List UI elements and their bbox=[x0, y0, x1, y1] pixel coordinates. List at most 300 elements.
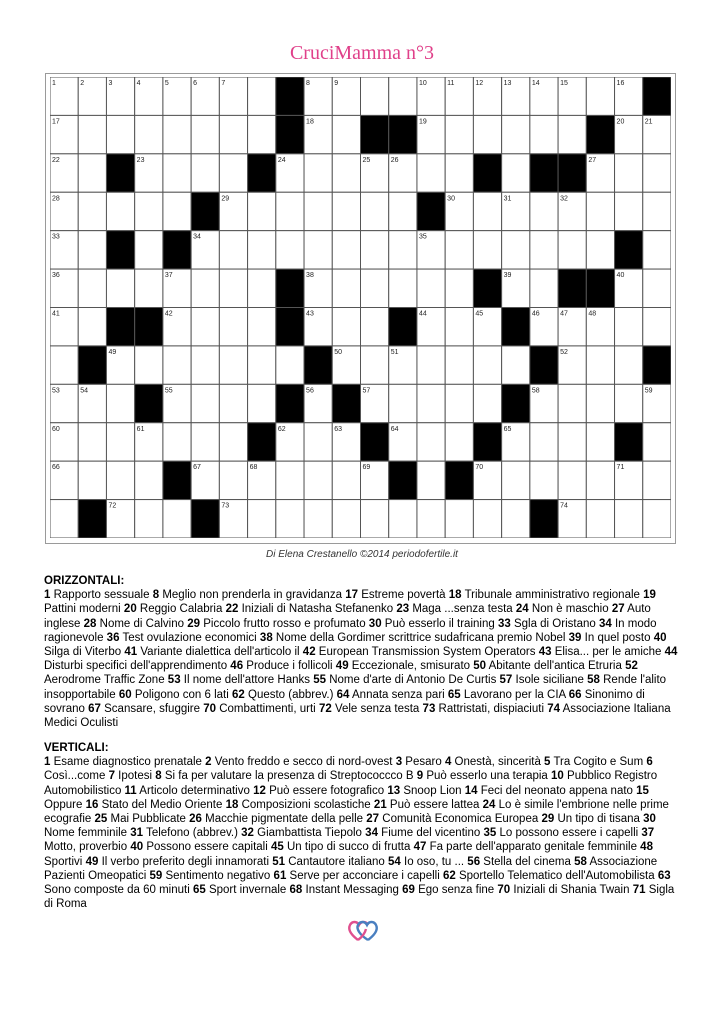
grid-cell[interactable] bbox=[530, 423, 558, 461]
grid-cell[interactable] bbox=[78, 154, 106, 192]
grid-cell[interactable] bbox=[78, 115, 106, 153]
clue-text: Rapporto sessuale bbox=[53, 589, 150, 602]
clue-number: 62 bbox=[442, 869, 456, 882]
grid-cell[interactable] bbox=[417, 154, 445, 192]
grid-cell[interactable] bbox=[304, 500, 332, 538]
cell-number: 24 bbox=[277, 156, 286, 164]
grid-cell[interactable] bbox=[502, 500, 530, 538]
clue-text: Macchie pigmentate della pelle bbox=[205, 813, 364, 826]
grid-cell[interactable] bbox=[417, 500, 445, 538]
grid-cell[interactable] bbox=[586, 423, 614, 461]
grid-cell[interactable] bbox=[361, 231, 389, 269]
clue-text: Silga di Viterbo bbox=[44, 646, 122, 659]
grid-cell[interactable] bbox=[502, 115, 530, 153]
clue-number: 51 bbox=[272, 855, 286, 868]
grid-cell[interactable] bbox=[473, 500, 501, 538]
grid-cell[interactable] bbox=[530, 461, 558, 499]
cell-number: 20 bbox=[616, 118, 625, 126]
grid-cell[interactable] bbox=[445, 154, 473, 192]
grid-cell[interactable] bbox=[78, 308, 106, 346]
cell-number: 39 bbox=[503, 272, 512, 280]
clue-number: 70 bbox=[497, 884, 511, 897]
grid-cell[interactable] bbox=[191, 269, 219, 307]
black-cell bbox=[643, 77, 671, 115]
cell-number: 22 bbox=[52, 156, 60, 164]
clue-text: Onestà, sincerità bbox=[454, 756, 541, 769]
clue-number: 30 bbox=[368, 617, 382, 630]
black-cell bbox=[135, 308, 163, 346]
cell-number: 9 bbox=[334, 80, 339, 87]
grid-cell[interactable] bbox=[219, 154, 247, 192]
grid-cell[interactable] bbox=[445, 384, 473, 422]
clue-text: Abitante dell'antica Etruria bbox=[488, 660, 622, 673]
grid-cell[interactable] bbox=[219, 308, 247, 346]
grid-cell[interactable] bbox=[586, 192, 614, 230]
grid-cell[interactable] bbox=[191, 346, 219, 384]
grid-cell[interactable] bbox=[389, 384, 417, 422]
grid-cell[interactable] bbox=[445, 115, 473, 153]
clue-text: Nome femminile bbox=[44, 827, 128, 840]
black-cell bbox=[530, 500, 558, 538]
grid-cell[interactable] bbox=[248, 231, 276, 269]
clue-number: 66 bbox=[568, 688, 582, 701]
cell-number: 26 bbox=[390, 156, 399, 164]
cell-number: 61 bbox=[136, 425, 145, 433]
grid-cell[interactable] bbox=[191, 308, 219, 346]
grid-cell[interactable] bbox=[219, 423, 247, 461]
black-cell bbox=[502, 384, 530, 422]
clue-number: 33 bbox=[497, 617, 511, 630]
clue-text: Vele senza testa bbox=[334, 702, 420, 715]
grid-cell[interactable] bbox=[332, 192, 360, 230]
black-cell bbox=[615, 231, 643, 269]
clue-number: 50 bbox=[473, 660, 487, 673]
grid-cell[interactable] bbox=[417, 423, 445, 461]
clue-number: 19 bbox=[643, 589, 656, 602]
clue-text: Piccolo frutto rosso e profumato bbox=[203, 617, 366, 630]
grid-cell[interactable] bbox=[615, 500, 643, 538]
grid-cell[interactable] bbox=[361, 346, 389, 384]
grid-cell[interactable] bbox=[530, 192, 558, 230]
clue-number: 47 bbox=[413, 841, 427, 854]
grid-cell[interactable] bbox=[248, 384, 276, 422]
grid-cell[interactable] bbox=[163, 423, 191, 461]
grid-cell[interactable] bbox=[332, 115, 360, 153]
clue-text: Fiume del vicentino bbox=[381, 827, 481, 840]
cell-number: 11 bbox=[447, 80, 455, 87]
clue-number: 63 bbox=[657, 869, 671, 882]
clue-number: 12 bbox=[253, 784, 266, 797]
clue-text: Il nome dell'attore Hanks bbox=[183, 674, 310, 687]
clue-text: In modo ragionevole bbox=[44, 617, 657, 644]
grid-cell[interactable] bbox=[163, 154, 191, 192]
grid-cell[interactable] bbox=[304, 231, 332, 269]
grid-cell[interactable] bbox=[417, 269, 445, 307]
grid-cell[interactable] bbox=[304, 461, 332, 499]
black-cell bbox=[445, 461, 473, 499]
grid-cell[interactable] bbox=[332, 231, 360, 269]
clue-number: 21 bbox=[373, 798, 387, 811]
grid-cell[interactable] bbox=[135, 231, 163, 269]
grid-cell[interactable] bbox=[558, 461, 586, 499]
grid-cell[interactable] bbox=[50, 500, 78, 538]
grid-cell[interactable] bbox=[163, 500, 191, 538]
clue-number: 8 bbox=[155, 770, 162, 783]
clue-number: 18 bbox=[225, 798, 239, 811]
clue-number: 56 bbox=[467, 855, 481, 868]
grid-cell[interactable] bbox=[78, 461, 106, 499]
grid-cell[interactable] bbox=[135, 461, 163, 499]
cell-number: 59 bbox=[644, 387, 653, 395]
grid-cell[interactable] bbox=[389, 192, 417, 230]
grid-cell[interactable] bbox=[361, 269, 389, 307]
clue-number: 64 bbox=[336, 688, 350, 701]
grid-cell[interactable] bbox=[332, 461, 360, 499]
grid-cell[interactable] bbox=[530, 115, 558, 153]
grid-cell[interactable] bbox=[417, 461, 445, 499]
grid-cell[interactable] bbox=[332, 154, 360, 192]
clue-text: Telefono (abbrev.) bbox=[146, 827, 238, 840]
cell-number: 41 bbox=[52, 310, 60, 318]
clue-number: 39 bbox=[568, 631, 582, 644]
grid-cell[interactable] bbox=[586, 231, 614, 269]
clue-text: Fa parte dell'apparato genitale femminile bbox=[429, 841, 637, 854]
clue-text: Sportivi bbox=[44, 855, 83, 868]
clue-number: 55 bbox=[313, 674, 326, 687]
grid-cell[interactable] bbox=[643, 308, 671, 346]
cell-number: 5 bbox=[164, 80, 169, 87]
grid-cell[interactable] bbox=[586, 346, 614, 384]
grid-cell[interactable] bbox=[106, 423, 134, 461]
grid-cell[interactable] bbox=[219, 346, 247, 384]
cell-number: 27 bbox=[588, 156, 597, 164]
grid-cell[interactable] bbox=[191, 115, 219, 153]
grid-cell[interactable] bbox=[445, 308, 473, 346]
grid-cell[interactable] bbox=[78, 423, 106, 461]
grid-cell[interactable] bbox=[191, 384, 219, 422]
clue-number: 53 bbox=[167, 674, 181, 687]
clue-text: Sport invernale bbox=[208, 884, 287, 897]
black-cell bbox=[586, 269, 614, 307]
clue-text: Rattristati, dispiaciuti bbox=[438, 702, 545, 715]
black-cell bbox=[276, 77, 304, 115]
cell-number: 23 bbox=[136, 156, 145, 164]
clue-text: Stella del cinema bbox=[483, 855, 571, 868]
grid-cell[interactable] bbox=[78, 269, 106, 307]
cell-number: 32 bbox=[560, 195, 568, 203]
clue-text: Comunità Economica Europea bbox=[382, 813, 539, 826]
grid-cell[interactable] bbox=[586, 500, 614, 538]
clue-text: Sono composte da 60 minuti bbox=[44, 884, 190, 897]
grid-cell[interactable] bbox=[586, 77, 614, 115]
clue-text: Maga ...senza testa bbox=[412, 603, 513, 616]
grid-cell[interactable] bbox=[417, 346, 445, 384]
grid-cell[interactable] bbox=[248, 115, 276, 153]
grid-cell[interactable] bbox=[78, 231, 106, 269]
grid-cell[interactable] bbox=[135, 500, 163, 538]
cell-number: 54 bbox=[80, 387, 89, 395]
grid-cell[interactable] bbox=[219, 231, 247, 269]
clue-text: Questo (abbrev.) bbox=[248, 688, 334, 701]
cell-number: 55 bbox=[164, 387, 173, 395]
grid-cell[interactable] bbox=[643, 154, 671, 192]
grid-cell[interactable] bbox=[219, 461, 247, 499]
grid-cell[interactable] bbox=[276, 231, 304, 269]
grid-cell[interactable] bbox=[473, 384, 501, 422]
clue-number: 42 bbox=[302, 646, 316, 659]
clue-number: 29 bbox=[541, 813, 555, 826]
clue-text: Feci del neonato appena nato bbox=[480, 784, 633, 797]
black-cell bbox=[643, 346, 671, 384]
grid-cell[interactable] bbox=[530, 269, 558, 307]
black-cell bbox=[191, 500, 219, 538]
clue-number: 1 bbox=[44, 756, 51, 769]
black-cell bbox=[473, 423, 501, 461]
grid-cell[interactable] bbox=[445, 423, 473, 461]
cell-number: 15 bbox=[560, 80, 568, 87]
grid-cell[interactable] bbox=[473, 115, 501, 153]
grid-cell[interactable] bbox=[445, 500, 473, 538]
clue-text: Pubblico Registro Automobilistico bbox=[44, 770, 658, 797]
grid-cell[interactable] bbox=[389, 77, 417, 115]
clue-number: 65 bbox=[447, 688, 461, 701]
clue-text: Lavorano per la CIA bbox=[463, 688, 566, 701]
cell-number: 56 bbox=[306, 387, 314, 395]
clue-number: 29 bbox=[187, 617, 201, 630]
grid-cell[interactable] bbox=[248, 269, 276, 307]
grid-cell[interactable] bbox=[643, 269, 671, 307]
black-cell bbox=[248, 154, 276, 192]
black-cell bbox=[304, 346, 332, 384]
clue-text: Instant Messaging bbox=[305, 884, 399, 897]
grid-cell[interactable] bbox=[389, 269, 417, 307]
grid-cell[interactable] bbox=[248, 308, 276, 346]
clue-text: Oppure bbox=[44, 798, 83, 811]
clue-number: 40 bbox=[653, 631, 667, 644]
clue-text: Pesaro bbox=[405, 756, 442, 769]
grid-cell[interactable] bbox=[163, 115, 191, 153]
grid-cell[interactable] bbox=[106, 384, 134, 422]
clue-text: Composizioni scolastiche bbox=[241, 798, 371, 811]
grid-cell[interactable] bbox=[445, 269, 473, 307]
cell-number: 8 bbox=[306, 80, 310, 87]
cell-number: 33 bbox=[52, 233, 60, 241]
cell-number: 43 bbox=[306, 310, 314, 318]
grid-cell[interactable] bbox=[248, 77, 276, 115]
grid-cell[interactable] bbox=[615, 308, 643, 346]
clue-text: Stato del Medio Oriente bbox=[101, 798, 223, 811]
clue-text: Può esserlo il training bbox=[384, 617, 495, 630]
black-cell bbox=[106, 231, 134, 269]
grid-cell[interactable] bbox=[304, 423, 332, 461]
clue-number: 20 bbox=[123, 603, 137, 616]
grid-cell[interactable] bbox=[191, 154, 219, 192]
grid-cell[interactable] bbox=[276, 500, 304, 538]
grid-cell[interactable] bbox=[615, 154, 643, 192]
grid-cell[interactable] bbox=[106, 115, 134, 153]
grid-cell[interactable] bbox=[163, 192, 191, 230]
grid-cell[interactable] bbox=[643, 192, 671, 230]
clue-text: Variante dialettica dell'articolo il bbox=[140, 646, 300, 659]
grid-cell[interactable] bbox=[276, 192, 304, 230]
crossword-grid[interactable] bbox=[50, 77, 671, 538]
clue-number: 43 bbox=[538, 646, 552, 659]
clue-number: 1 bbox=[44, 589, 51, 602]
clue-text: Motto, proverbio bbox=[44, 841, 128, 854]
grid-cell[interactable] bbox=[332, 269, 360, 307]
grid-cell[interactable] bbox=[78, 192, 106, 230]
grid-cell[interactable] bbox=[248, 192, 276, 230]
black-cell bbox=[78, 500, 106, 538]
page-title: CruciMamma n°3 bbox=[289, 42, 435, 64]
clue-number: 26 bbox=[189, 813, 202, 826]
clue-text: Eccezionale, smisurato bbox=[351, 660, 471, 673]
grid-cell[interactable] bbox=[135, 346, 163, 384]
grid-cell[interactable] bbox=[502, 154, 530, 192]
grid-cell[interactable] bbox=[502, 231, 530, 269]
cell-number: 36 bbox=[52, 272, 60, 280]
grid-cell[interactable] bbox=[304, 192, 332, 230]
grid-cell[interactable] bbox=[643, 461, 671, 499]
cell-number: 31 bbox=[503, 195, 512, 203]
cell-number: 12 bbox=[475, 80, 484, 87]
grid-cell[interactable] bbox=[332, 500, 360, 538]
grid-cell[interactable] bbox=[615, 192, 643, 230]
clue-number: 27 bbox=[366, 813, 380, 826]
grid-cell[interactable] bbox=[135, 269, 163, 307]
black-cell bbox=[191, 192, 219, 230]
clue-number: 52 bbox=[625, 660, 638, 673]
clue-number: 40 bbox=[130, 841, 144, 854]
cell-number: 51 bbox=[390, 348, 399, 356]
clue-number: 74 bbox=[547, 702, 561, 715]
clue-text: Vento freddo e secco di nord-ovest bbox=[214, 756, 393, 769]
grid-cell[interactable] bbox=[445, 346, 473, 384]
clue-text: Non è maschio bbox=[531, 603, 609, 616]
clue-text: Auto inglese bbox=[44, 603, 651, 630]
grid-cell[interactable] bbox=[389, 231, 417, 269]
clue-number: 41 bbox=[124, 646, 138, 659]
clue-text: Snoop Lion bbox=[403, 784, 462, 797]
grid-cell[interactable] bbox=[50, 346, 78, 384]
grid-cell[interactable] bbox=[417, 384, 445, 422]
grid-cell[interactable] bbox=[389, 500, 417, 538]
grid-cell[interactable] bbox=[502, 346, 530, 384]
grid-cell[interactable] bbox=[219, 269, 247, 307]
grid-cell[interactable] bbox=[615, 384, 643, 422]
cell-number: 66 bbox=[52, 464, 60, 472]
grid-cell[interactable] bbox=[473, 346, 501, 384]
grid-cell[interactable] bbox=[361, 77, 389, 115]
clue-number: 67 bbox=[88, 702, 101, 715]
clue-text: Un tipo di succo di frutta bbox=[286, 841, 411, 854]
grid-cell[interactable] bbox=[304, 154, 332, 192]
grid-cell[interactable] bbox=[248, 346, 276, 384]
two-hearts-icon bbox=[348, 918, 378, 944]
grid-cell[interactable] bbox=[248, 500, 276, 538]
grid-cell[interactable] bbox=[558, 115, 586, 153]
grid-cell[interactable] bbox=[135, 115, 163, 153]
cell-number: 14 bbox=[531, 80, 540, 87]
clue-number: 5 bbox=[544, 756, 551, 769]
cell-number: 58 bbox=[531, 387, 540, 395]
grid-cell[interactable] bbox=[106, 192, 134, 230]
grid-cell[interactable] bbox=[276, 346, 304, 384]
clue-number: 58 bbox=[587, 674, 600, 687]
credit-line: Di Elena Crestanello ©2014 periodofertile.it bbox=[266, 549, 458, 560]
grid-cell[interactable] bbox=[530, 231, 558, 269]
grid-cell[interactable] bbox=[106, 269, 134, 307]
clue-text: Sinonimo di sovrano bbox=[44, 688, 645, 715]
cell-number: 3 bbox=[108, 80, 113, 87]
cell-number: 13 bbox=[503, 80, 512, 87]
clue-number: 57 bbox=[499, 674, 513, 687]
grid-cell[interactable] bbox=[502, 461, 530, 499]
grid-cell[interactable] bbox=[219, 384, 247, 422]
clue-text: Sgla di Oristano bbox=[513, 617, 596, 630]
grid-cell[interactable] bbox=[219, 115, 247, 153]
grid-cell[interactable] bbox=[191, 423, 219, 461]
clue-number: 34 bbox=[598, 617, 612, 630]
clue-number: 62 bbox=[232, 688, 245, 701]
clue-text: Poligono con 6 lati bbox=[134, 688, 229, 701]
clue-text: Nome della Gordimer scrittrice sudafricana premio Nobel bbox=[275, 631, 566, 644]
grid-cell[interactable] bbox=[361, 308, 389, 346]
cell-number: 19 bbox=[418, 118, 427, 126]
cell-number: 71 bbox=[616, 464, 625, 472]
grid-cell[interactable] bbox=[586, 384, 614, 422]
grid-cell[interactable] bbox=[558, 384, 586, 422]
grid-cell[interactable] bbox=[643, 423, 671, 461]
grid-cell[interactable] bbox=[163, 346, 191, 384]
cell-number: 53 bbox=[52, 387, 60, 395]
clue-text: Estreme povertà bbox=[361, 589, 446, 602]
clue-text: Mai Pubblicate bbox=[110, 813, 186, 826]
clue-text: Produce i follicoli bbox=[246, 660, 333, 673]
grid-cell[interactable] bbox=[586, 461, 614, 499]
grid-cell[interactable] bbox=[332, 308, 360, 346]
grid-cell[interactable] bbox=[558, 231, 586, 269]
clue-text: Io oso, tu ... bbox=[404, 855, 465, 868]
grid-cell[interactable] bbox=[643, 231, 671, 269]
grid-cell[interactable] bbox=[473, 192, 501, 230]
grid-cell[interactable] bbox=[361, 192, 389, 230]
down-heading: VERTICALI: bbox=[44, 742, 109, 754]
cell-number: 68 bbox=[249, 464, 258, 472]
cell-number: 25 bbox=[362, 156, 371, 164]
cell-number: 35 bbox=[418, 233, 427, 241]
clue-number: 37 bbox=[641, 827, 655, 840]
grid-cell[interactable] bbox=[106, 461, 134, 499]
black-cell bbox=[558, 269, 586, 307]
grid-cell[interactable] bbox=[615, 346, 643, 384]
grid-cell[interactable] bbox=[361, 500, 389, 538]
clue-number: 69 bbox=[402, 884, 415, 897]
clue-number: 23 bbox=[396, 603, 410, 616]
grid-cell[interactable] bbox=[473, 231, 501, 269]
grid-cell[interactable] bbox=[445, 231, 473, 269]
clue-text: Associazione Italiana Medici Oculisti bbox=[44, 702, 671, 730]
clue-number: 10 bbox=[551, 770, 564, 783]
grid-cell[interactable] bbox=[643, 500, 671, 538]
down-clues-section bbox=[44, 741, 684, 911]
cell-number: 72 bbox=[108, 502, 117, 510]
grid-cell[interactable] bbox=[135, 192, 163, 230]
grid-cell[interactable] bbox=[276, 461, 304, 499]
clue-text: Così...come bbox=[44, 770, 106, 783]
cell-number: 21 bbox=[644, 118, 653, 126]
grid-cell[interactable] bbox=[558, 423, 586, 461]
